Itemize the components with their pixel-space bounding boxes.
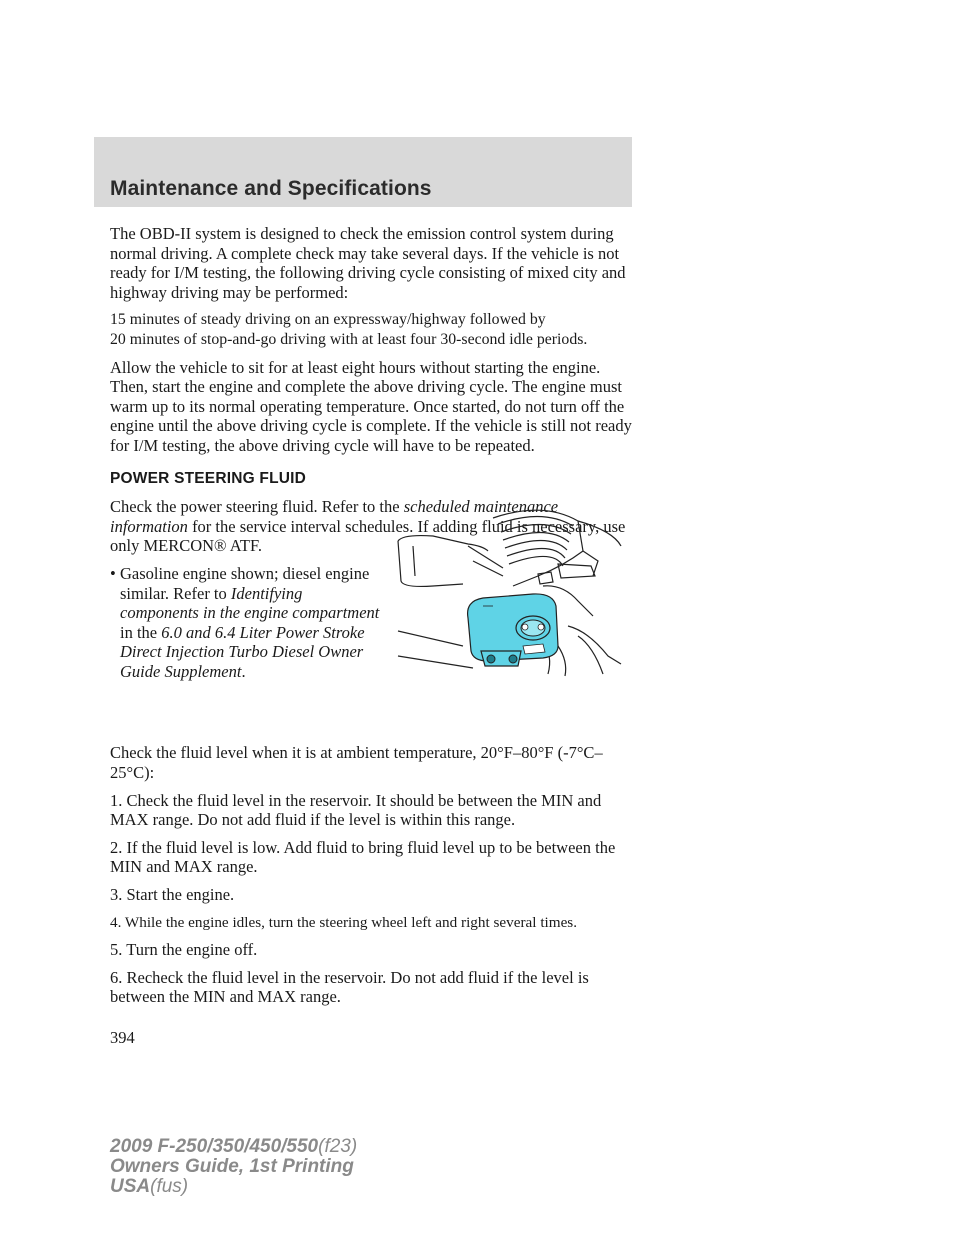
paragraph-obd: The OBD-II system is designed to check the emission control system during normal driving. A complete check may take several days. If the vehicle is not ready for I/M testing, the following driving cycle consisting of mixed city and highway driving may be performed: <box>110 224 626 302</box>
check-fluid-text-a: Check the power steering fluid. Refer to the <box>110 497 400 517</box>
footer-model: 2009 F-250/350/450/550 <box>110 1136 319 1157</box>
footer-print-info <box>110 1137 357 1197</box>
step-4: 4. While the engine idles, turn the steering wheel left and right several times. <box>110 913 578 931</box>
paragraph-ambient: Check the fluid level when it is at ambient temperature, 20°F–80°F (-7°C–25°C): <box>110 743 603 783</box>
page-number: 394 <box>110 1028 135 1047</box>
bullet-text <box>120 564 380 682</box>
driving-cycle-line-2: 20 minutes of stop-and-go driving with at least four 30-second idle periods. <box>110 330 588 348</box>
bullet-icon: • <box>110 563 116 583</box>
paragraph-allow-vehicle: Allow the vehicle to sit for at least eight hours without starting the engine. Then, start the engine and complete the above driving cycle. The engine must warm up to its normal operating temperature. Once started, do not turn off the engine until the above driving cycle is complete. If the vehicle is still not ready for I/M testing, the above driving cycle will have to be repeated. <box>110 357 632 455</box>
bullet-text-c: . <box>241 661 246 681</box>
reference-scheduled-maintenance: scheduled maintenance information <box>110 497 559 536</box>
step-3: 3. Start the engine. <box>110 885 235 905</box>
power-steering-reservoir-illustration <box>393 506 623 678</box>
section-heading: POWER STEERING FLUID <box>110 469 307 487</box>
bullet-text-a: Gasoline engine shown; diesel engine similar. Refer to <box>120 563 370 603</box>
step-5: 5. Turn the engine off. <box>110 940 258 960</box>
step-1: 1. Check the fluid level in the reservoir. It should be between the MIN and MAX range. Do not add fluid if the level is within this range. <box>110 790 602 830</box>
step-2: 2. If the fluid level is low. Add fluid to bring fluid level up to be between the MIN and MAX range. <box>110 837 616 877</box>
reference-diesel-supplement: 6.0 and 6.4 Liter Power Stroke Direct Injection Turbo Diesel Owner Guide Supplement <box>120 622 365 681</box>
footer-market-code: (fus) <box>150 1176 189 1197</box>
footer-market: USA <box>110 1176 151 1197</box>
footer-model-code: (f23) <box>318 1136 358 1157</box>
driving-cycle-line-1: 15 minutes of steady driving on an expressway/highway followed by <box>110 311 546 329</box>
footer-printing: Owners Guide, 1st Printing <box>110 1156 354 1177</box>
reference-identifying-components: Identifying components in the engine compartment <box>120 583 380 623</box>
check-fluid-text-b: for the service interval schedules. If adding fluid is necessary, use only MERCON® ATF. <box>110 516 626 556</box>
bullet-text-b: in the <box>120 622 158 642</box>
page-title: Maintenance and Specifications <box>110 177 432 200</box>
step-6: 6. Recheck the fluid level in the reservoir. Do not add fluid if the level is between the MIN and MAX range. <box>110 967 589 1007</box>
illustration-spacer <box>110 681 640 743</box>
paragraph-driving-cycle <box>110 310 640 349</box>
